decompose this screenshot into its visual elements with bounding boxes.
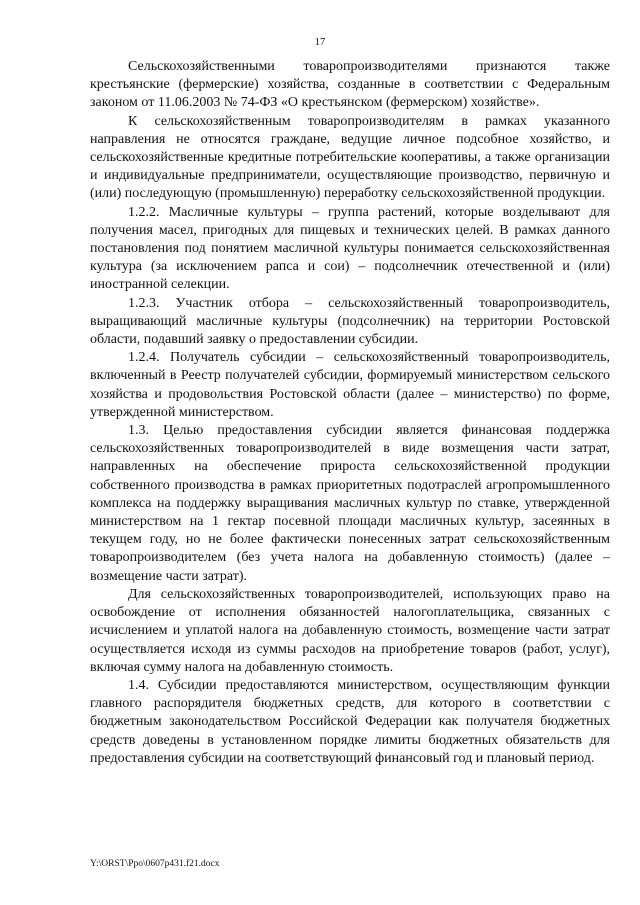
footer-file-path: Y:\ORST\Ppo\0607p431.f21.docx — [90, 859, 220, 869]
paragraph-1-2-4-subsidy-recipient: 1.2.4. Получатель субсидии – сельскохозяйственный товаропроизводитель, включенный в Реестр получателей субсидии, формируемый министерством сельского хозяйства и продовольствия Ростовской области (далее – министерство) по форме, утвержденной министерством. — [90, 350, 610, 420]
page-number: 17 — [314, 37, 326, 48]
paragraph-1-3-subsidy-purpose: 1.3. Целью предоставления субсидии является финансовая поддержка сельскохозяйственных товаропроизводителей в виде возмещения части затрат, направленных на обеспечение прироста сельскохозяйственной продукции собственного производства в рамках приоритетных подотраслей агропромышленного комплекса на поддержку выращивания масличных культур по ставке, утвержденной министерством на 1 гектар посевной площади масличных культур, засеянных в текущем году, но не более фактически понесенных затрат сельскохозяйственным товаропроизводителем (без учета налога на добавленную стоимость) (далее – возмещение части затрат). — [90, 423, 610, 584]
document-body — [90, 58, 610, 768]
paragraph-vat-exemption: Для сельскохозяйственных товаропроизводителей, использующих право на освобождение от исполнения обязанностей налогоплательщика, связанных с исчислением и уплатой налога на добавленную стоимость, возмещение части затрат осуществляется исходя из суммы расходов на приобретение товаров (работ, услуг), включая сумму налога на добавленную стоимость. — [90, 586, 610, 675]
paragraph-peasant-farms: Сельскохозяйственными товаропроизводителями признаются также крестьянские (фермерские) хозяйства, созданные в соответствии с Федеральным законом от 11.06.2003 № 74-ФЗ «О крестьянском (фермерском) хозяйстве». — [90, 59, 610, 111]
paragraph-1-4-subsidy-provision: 1.4. Субсидии предоставляются министерством, осуществляющим функции главного распорядителя бюджетных средств, для которого в соответствии с бюджетным законодательством Российской Федерации как получателя бюджетных средств доведены в установленном порядке лимиты бюджетных обязательств для предоставления субсидии на соответствующий финансовый год и плановый период. — [90, 677, 610, 766]
paragraph-1-2-2-oilseed-crops: 1.2.2. Масличные культуры – группа растений, которые возделывают для получения масел, пригодных для пищевых и технических целей. В рамках данного постановления под понятием масличной культуры понимается сельскохозяйственная культура (за исключением рапса и сои) – подсолнечник отечественной и (или) иностранной селекции. — [90, 204, 610, 293]
paragraph-1-2-3-selection-participant: 1.2.3. Участник отбора – сельскохозяйственный товаропроизводитель, выращивающий масличные культуры (подсолнечник) на территории Ростовской области, подавший заявку о предоставлении субсидии. — [90, 295, 610, 348]
paragraph-exclusions: К сельскохозяйственным товаропроизводителям в рамках указанного направления не относятся граждане, ведущие личное подсобное хозяйство, и сельскохозяйственные кредитные потребительские кооперативы, а также организации и индивидуальные предприниматели, осуществляющие производство, первичную и (или) последующую (промышленную) переработку сельскохозяйственной продукции. — [90, 113, 610, 202]
